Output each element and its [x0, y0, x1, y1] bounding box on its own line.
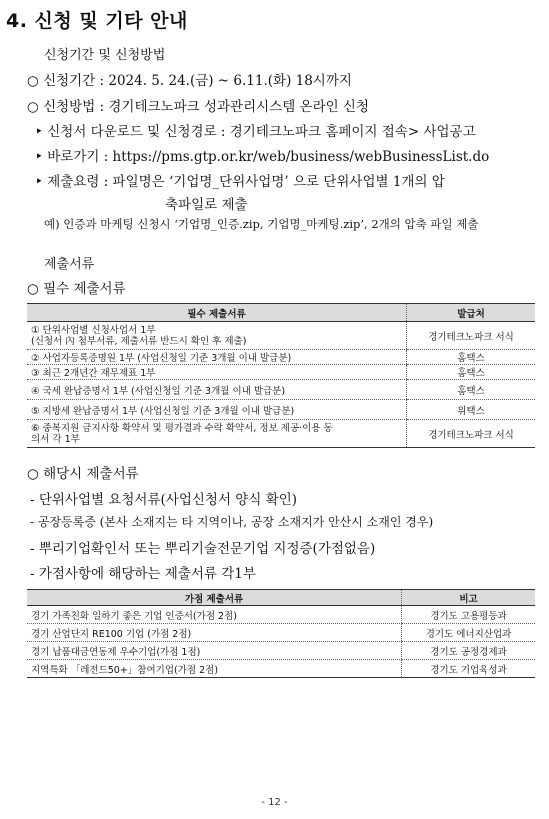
table-row [27, 606, 535, 624]
table-cell-issuer: 경기테크노파크 서식 [407, 322, 536, 350]
table-row [27, 400, 535, 420]
table-cell-bonus-document: 지역특화 「레전드50+」참여기업(가점 2점) [27, 660, 402, 678]
application-subtitle: 신청기간 및 신청방법 [44, 48, 166, 63]
table-header-issuer: 발급처 [407, 304, 536, 322]
page-number: - 12 - [261, 797, 288, 808]
table-cell-document: ⑤ 지방세 완납증명서 1부 (사업신청일 기준 3개월 이내 발급분) [27, 400, 407, 420]
table-row [27, 624, 535, 642]
table-row [27, 660, 535, 678]
table-cell-remark: 경기도 에너지산업과 [402, 624, 536, 642]
table-cell-document: ② 사업자등록증명원 1부 (사업신청일 기준 3개월 이내 발급분) [27, 350, 407, 365]
table-cell-remark: 경기도 고용평등과 [402, 606, 536, 624]
application-method: ○ 신청방법 : 경기테크노파크 성과관리시스템 온라인 신청 [27, 99, 370, 115]
required-documents-table [27, 303, 535, 448]
table-cell-document: ③ 최근 2개년간 재무제표 1부 [27, 365, 407, 380]
table-row [27, 380, 535, 400]
table-cell-issuer: 홈택스 [407, 380, 536, 400]
optional-item-2: - 공장등록증 (본사 소재지는 타 지역이나, 공장 소재지가 안산시 소재인 경우) [30, 515, 434, 529]
table-row [27, 350, 535, 365]
table-cell-issuer: 경기테크노파크 서식 [407, 420, 536, 448]
table-row [27, 642, 535, 660]
table-cell-remark: 경기도 기업육성과 [402, 660, 536, 678]
optional-item-1: - 단위사업별 요청서류(사업신청서 양식 확인) [30, 492, 297, 508]
table-cell-document: ④ 국세 완납증명서 1부 (사업신청일 기준 3개월 이내 발급분) [27, 380, 407, 400]
optional-documents-label: ○ 해당시 제출서류 [27, 466, 139, 482]
section-heading: 4. 신청 및 기타 안내 [6, 10, 188, 32]
optional-item-3: - 뿌리기업확인서 또는 뿌리기술전문기업 지정증(가점없음) [30, 541, 376, 557]
table-cell-issuer: 홈택스 [407, 365, 536, 380]
bonus-documents-table [27, 589, 535, 678]
table-header-remarks: 비고 [402, 590, 536, 606]
table-cell-remark: 경기도 공정경제과 [402, 642, 536, 660]
table-cell-issuer: 홈택스 [407, 350, 536, 365]
table-row [27, 322, 535, 350]
application-period: ○ 신청기간 : 2024. 5. 24.(금) ~ 6.11.(화) 18시까지 [27, 73, 352, 89]
table-header-documents: 필수 제출서류 [27, 304, 407, 322]
table-header-bonus-documents: 가점 제출서류 [27, 590, 402, 606]
table-cell-bonus-document: 경기 가족친화 일하기 좋은 기업 인증서(가점 2점) [27, 606, 402, 624]
optional-item-4: - 가점사항에 해당하는 제출서류 각1부 [30, 566, 256, 582]
submission-guide-bullet: ‣ 제출요령 : 파일명은 ‘기업명_단위사업명’ 으로 단위사업별 1개의 압 [35, 174, 445, 190]
submission-guide-continuation: 축파일로 제출 [165, 197, 248, 213]
table-cell-bonus-document: 경기 납품대금연동제 우수기업(가점 1점) [27, 642, 402, 660]
documents-subtitle: 제출서류 [44, 257, 95, 272]
shortcut-link-bullet: ‣ 바로가기 : https://pms.gtp.or.kr/web/business/webBusinessList.do [35, 149, 490, 165]
table-cell-document: ① 단위사업별 신청사업서 1부 (신청서 內 첨부서류, 제출서류 반드시 확인 후 제출) [27, 322, 407, 350]
download-path-bullet: ‣ 신청서 다운로드 및 신청경로 : 경기테크노파크 홈페이지 접속> 사업공고 [35, 124, 476, 140]
submission-example: 예) 인증과 마케팅 신청시 ‘기업명_인증.zip, 기업명_마케팅.zip’, 2개의 압축 파일 제출 [44, 217, 479, 231]
table-row [27, 420, 535, 448]
required-documents-label: ○ 필수 제출서류 [27, 281, 126, 297]
table-row [27, 365, 535, 380]
table-cell-document: ⑥ 중복지원 금지사항 확약서 및 평가결과 수락 확약서, 정보 제공·이용 동 의서 각 1부 [27, 420, 407, 448]
table-cell-issuer: 위택스 [407, 400, 536, 420]
table-cell-bonus-document: 경기 산업단지 RE100 기업 (가점 2점) [27, 624, 402, 642]
